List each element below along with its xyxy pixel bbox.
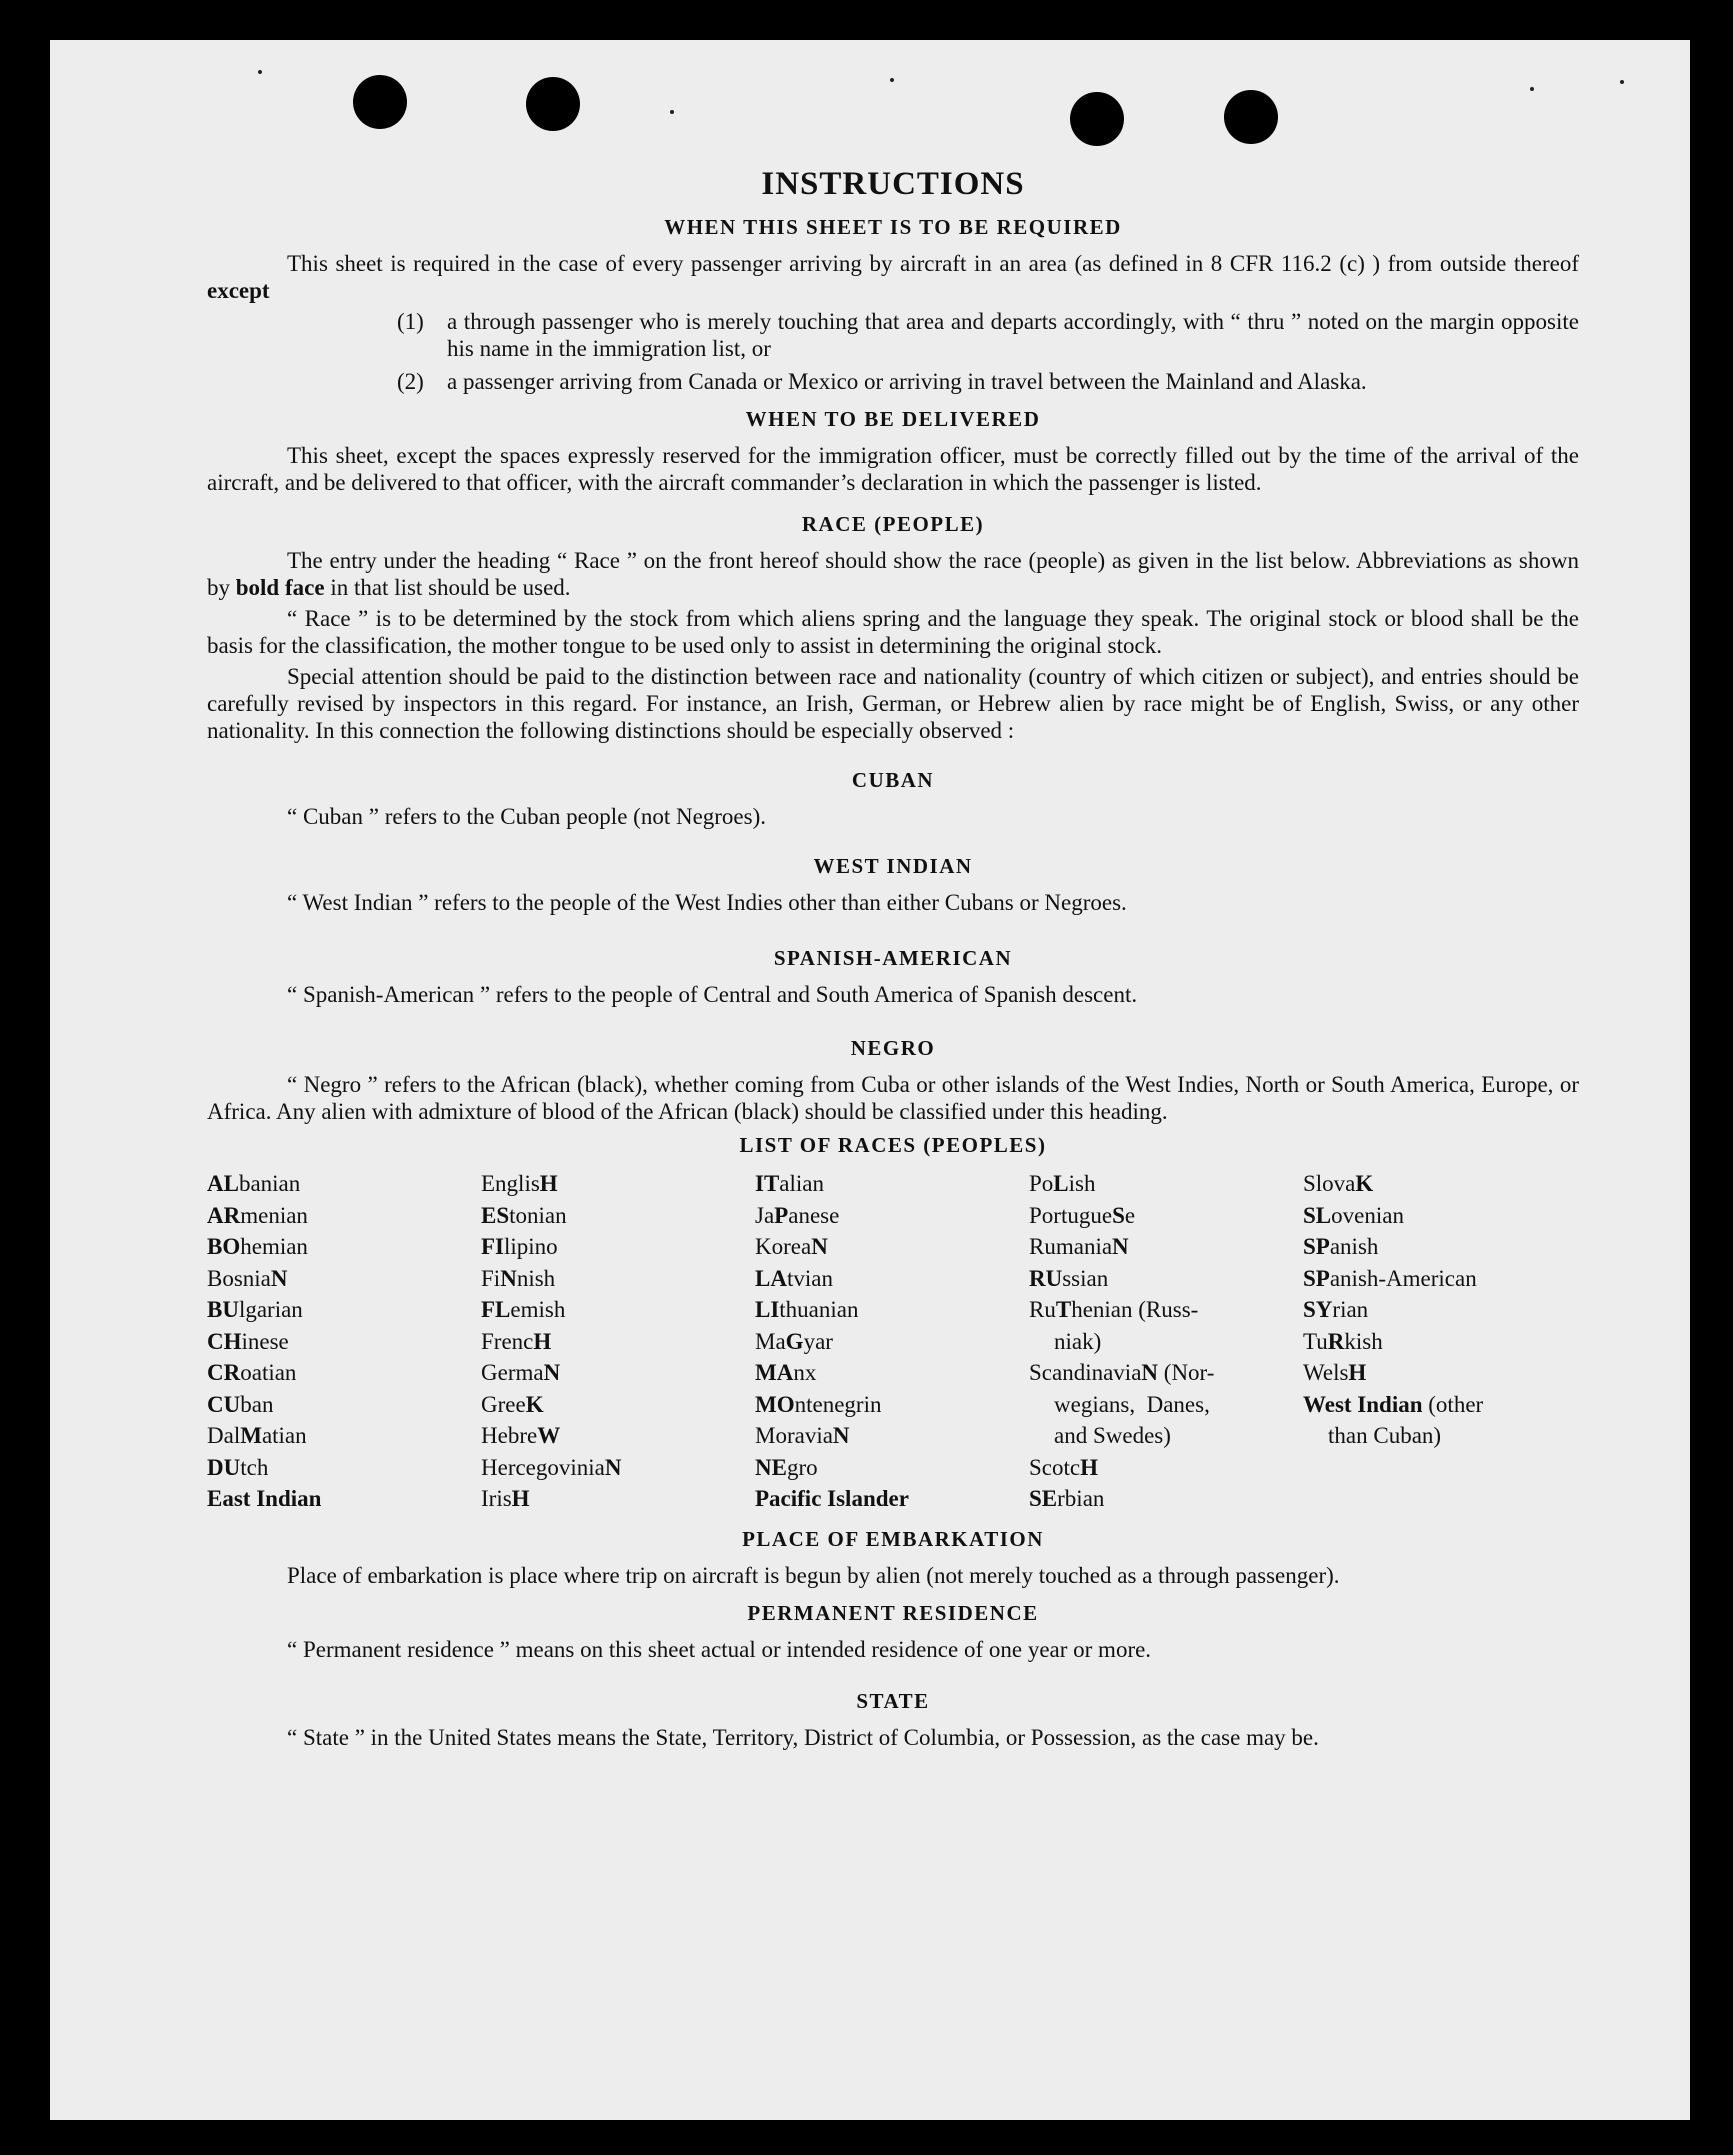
race-entry: ALbanian [207,1171,301,1196]
race-entry: DalMatian [207,1423,307,1448]
heading-spanish-american: SPANISH-AMERICAN [773,946,1013,970]
race-entry: MoraviaN [755,1423,850,1448]
race-entry: EStonian [481,1202,567,1228]
race-paragraph-2: “ Race ” is to be determined by the stock from which aliens spring and the language they speak. The original stock or blood shall be the basis for the classification, the mother tongue to be used only to assist in determining the original stock. [207,606,1579,658]
race-entry: SYrian [1303,1297,1369,1322]
race-entry: KoreaN [755,1234,828,1259]
embarkation-paragraph: Place of embarkation is place where trip on aircraft is begun by alien (not merely touched as a through passenger). [287,1562,1340,1588]
required-paragraph: This sheet is required in the case of every passenger arriving by aircraft in an area (as defined in 8 CFR 116.2 (c) ) from outside thereof except [207,251,1579,303]
races-column [755,1168,1029,1515]
heading-residence: PERMANENT RESIDENCE [747,1600,1039,1625]
heading-race: RACE (PEOPLE) [801,512,985,536]
punch-hole [1070,92,1124,146]
race-entry: and Swedes) [1054,1423,1171,1448]
required-item-1: (1) a through passenger who is merely touching that area and departs accordingly, with “ thru ” noted on the margin opposite his name in the immigration list, or [397,309,1579,361]
race-entry: GreeK [481,1391,544,1417]
race-entry: EnglisH [481,1171,558,1196]
heading-required: WHEN THIS SHEET IS TO BE REQUIRED [664,215,1122,239]
residence-paragraph: “ Permanent residence ” means on this sheet actual or intended residence of one year or more. [287,1636,1152,1662]
race-entry: ITalian [755,1171,824,1196]
race-entry: WelsH [1303,1360,1367,1385]
race-entry: niak) [1054,1328,1102,1354]
race-entry: JaPanese [755,1202,840,1228]
race-entry: RuThenian (Russ- [1029,1297,1199,1322]
document-page [50,40,1690,2120]
spanish-american-paragraph: “ Spanish-American ” refers to the people of Central and South America of Spanish descent. [287,982,1138,1007]
races-column [1029,1168,1303,1515]
race-entry: SErbian [1029,1486,1105,1511]
punch-hole [1224,90,1278,144]
race-entry: West Indian (other [1303,1391,1484,1417]
cuban-paragraph: “ Cuban ” refers to the Cuban people (not Negroes). [287,804,767,829]
race-entry: East Indian [207,1486,322,1511]
race-entry: FiNnish [481,1265,556,1291]
race-entry: CRoatian [207,1360,297,1385]
race-entry: NEgro [755,1454,818,1480]
required-item-2: (2) a passenger arriving from Canada or Mexico or arriving in travel between the Mainland and Alaska. [397,369,1367,394]
punch-hole [526,77,580,131]
race-entry: MOntenegrin [755,1391,882,1417]
race-entry: ARmenian [207,1202,308,1228]
delivered-paragraph: This sheet, except the spaces expressly reserved for the immigration officer, must be correctly filled out by the time of the arrival of the aircraft, and be delivered to that officer, with the aircraft commander’s declaration in which the passenger is listed. [207,443,1579,495]
race-entry: SPanish [1303,1234,1379,1259]
speck [1530,87,1534,91]
race-entry: ScandinaviaN (Nor- [1029,1360,1215,1385]
speck [258,70,262,74]
race-entry: RUssian [1029,1265,1109,1291]
race-paragraph-1: The entry under the heading “ Race ” on the front hereof should show the race (people) as given in the list below. Abbreviations as shown by bold face in that list should be used. [207,548,1579,600]
race-entry: CUban [207,1391,274,1417]
race-entry: HercegoviniaN [481,1454,622,1480]
race-entry: BosniaN [207,1265,288,1291]
heading-state: STATE [856,1688,930,1713]
race-entry: HebreW [481,1423,561,1448]
speck [1620,80,1624,84]
race-entry: DUtch [207,1454,269,1480]
race-entry: MaGyar [755,1328,833,1354]
state-paragraph: “ State ” in the United States means the State, Territory, District of Columbia, or Possession, as the case may be. [287,1724,1319,1750]
race-entry: PortugueSe [1029,1202,1136,1228]
race-entry: IrisH [481,1486,530,1511]
race-entry: than Cuban) [1328,1423,1442,1448]
heading-list-of-races: LIST OF RACES (PEOPLES) [739,1133,1047,1157]
west-indian-paragraph: “ West Indian ” refers to the people of the West Indies other than either Cubans or Negroes. [287,890,1127,915]
heading-cuban: CUBAN [851,768,935,792]
speck [670,110,674,114]
heading-negro: NEGRO [850,1036,936,1060]
heading-delivered: WHEN TO BE DELIVERED [745,407,1041,431]
race-entry: GermaN [481,1360,561,1385]
heading-west-indian: WEST INDIAN [813,854,973,878]
race-entry: wegians, Danes, [1054,1391,1210,1417]
race-entry: LAtvian [755,1265,833,1291]
page-title: INSTRUCTIONS [761,166,1025,202]
race-entry: SLovenian [1303,1202,1404,1228]
race-entry: SPanish-American [1303,1265,1477,1291]
race-entry: ScotcH [1029,1454,1098,1480]
race-entry: FIlipino [481,1234,558,1259]
punch-hole [353,75,407,129]
races-column [1303,1168,1579,1515]
race-entry: Pacific Islander [755,1486,909,1511]
race-paragraph-3: Special attention should be paid to the distinction between race and nationality (country of which citizen or subject), and entries should be carefully revised by inspectors in this regard. For instance, an Irish, German, or Hebrew alien by race might be of English, Swiss, or any other nationality. In this connection the following distinctions should be especially observed : [207,664,1579,743]
heading-embarkation: PLACE OF EMBARKATION [742,1526,1044,1551]
races-column [207,1168,481,1515]
race-entry: FLemish [481,1297,566,1322]
instructions-content [207,166,1579,1755]
race-entry: LIthuanian [755,1297,859,1322]
negro-paragraph: “ Negro ” refers to the African (black), whether coming from Cuba or other islands of the West Indies, North or South America, Europe, or Africa. Any alien with admixture of blood of the African (black) should be classified under this heading. [207,1072,1579,1124]
race-entry: PoLish [1029,1171,1096,1196]
race-entry: BUlgarian [207,1297,303,1322]
races-list [207,1168,1579,1515]
race-entry: RumaniaN [1029,1234,1129,1259]
speck [890,78,894,82]
races-column [481,1168,755,1515]
race-entry: SlovaK [1303,1171,1374,1196]
race-entry: TuRkish [1303,1328,1383,1354]
race-entry: FrencH [481,1328,552,1354]
race-entry: MAnx [755,1360,817,1385]
race-entry: BOhemian [207,1234,308,1259]
race-entry: CHinese [207,1328,289,1354]
